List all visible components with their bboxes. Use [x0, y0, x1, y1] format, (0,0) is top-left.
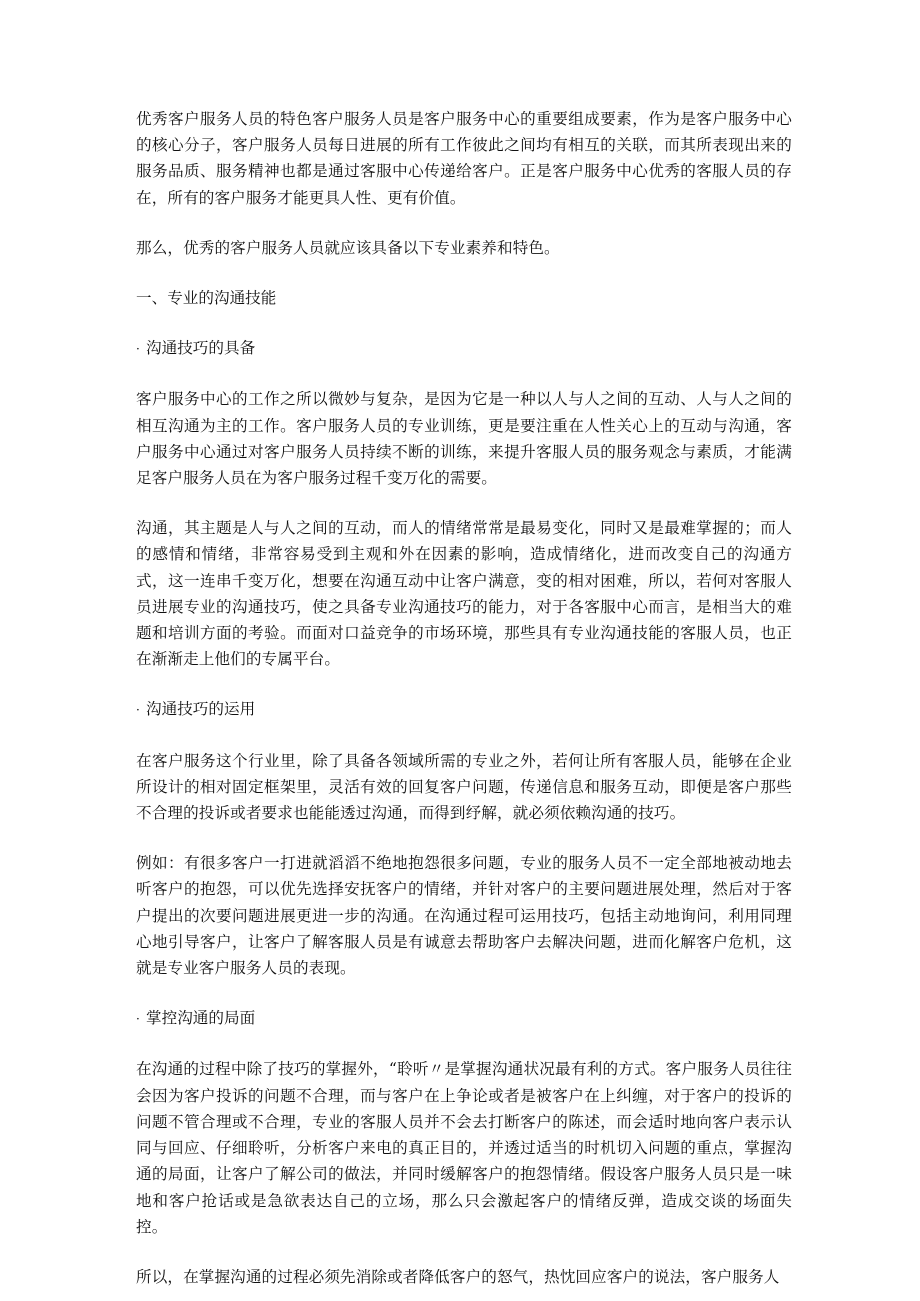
body-paragraph: 客户服务中心的工作之所以微妙与复杂，是因为它是一种以人与人之间的互动、人与人之间的相互沟通为主的工作。客户服务人员的专业训练，更是要注重在人性关心上的互动与沟通，客户服务中心通过对客户服务人员持续不断的训练，来提升客服人员的服务观念与素质，才能满足客户服务人员在为客户服务过程千变万化的需要。	[136, 390, 792, 488]
bullet-dot-icon: ·	[136, 1012, 140, 1027]
document-page	[136, 106, 792, 1290]
bullet-dot-icon: ·	[136, 703, 140, 718]
intro-paragraph: 优秀客户服务人员的特色客户服务人员是客户服务中心的重要组成要素，作为是客户服务中心的核心分子，客户服务人员每日进展的所有工作彼此之间均有相互的关联，而其所表现出来的服务品质、服务精神也都是通过客服中心传递给客户。正是客户服务中心优秀的客服人员的存在，所有的客户服务才能更具人性、更有价值。	[136, 110, 792, 207]
body-paragraph: 例如：有很多客户一打进就滔滔不绝地抱怨很多问题，专业的服务人员不一定全部地被动地去听客户的抱怨，可以优先选择安抚客户的情绪，并针对客户的主要问题进展处理，然后对于客户提出的次要问题进展更进一步的沟通。在沟通过程可运用技巧，包括主动地询问，利用同理心地引导客户，让客户了解客服人员是有诚意去帮助客户去解决问题，进而化解客户危机，这就是专业客户服务人员的表现。	[136, 854, 792, 978]
section-heading: 一、专业的沟通技能	[136, 289, 277, 308]
subsection-title: 沟通技巧的具备	[146, 339, 256, 358]
body-paragraph: 所以，在掌握沟通的过程必须先消除或者降低客户的怒气，热忱回应客户的说法，客户服务人	[136, 1267, 780, 1286]
lead-paragraph: 那么，优秀的客户服务人员就应该具备以下专业素养和特色。	[136, 238, 560, 257]
body-paragraph: 在沟通的过程中除了技巧的掌握外，“聆听〃是掌握沟通状况最有利的方式。客户服务人员往往会因为客户投诉的问题不合理，而与客户在上争论或者是被客户在上纠缠，对于客户的投诉的问题不管合理或不合理，专业的客服人员并不会去打断客户的陈述，而会适时地向客户表示认同与回应、仔细聆听，分析客户来电的真正目的，并透过适当的时机切入问题的重点，掌握沟通的局面，让客户了解公司的做法，并同时缓解客户的抱怨情绪。假设客户服务人员只是一味地和客户抢话或是急欲表达自己的立场，那么只会激起客户的情绪反弹，造成交谈的场面失控。	[136, 1060, 792, 1236]
bullet-dot-icon: ·	[136, 342, 140, 357]
body-paragraph: 在客户服务这个行业里，除了具备各领域所需的专业之外，若何让所有客服人员，能够在企业所设计的相对固定框架里，灵活有效的回复客户问题，传递信息和服务互动，即便是客户那些不合理的投诉或者要求也能能透过沟通，而得到纾解，就必须依赖沟通的技巧。	[136, 751, 792, 823]
body-paragraph: 沟通，其主题是人与人之间的互动，而人的情绪常常是最易变化，同时又是最难掌握的；而人的感情和情绪，非常容易受到主观和外在因素的影响，造成情绪化，进而改变自己的沟通方式，这一连串千变万化，想要在沟通互动中让客户满意，变的相对困难，所以，若何对客服人员进展专业的沟通技巧，使之具备专业沟通技巧的能力，对于各客服中心而言，是相当大的难题和培训方面的考验。而面对口益竞争的市场环境，那些具有专业沟通技能的客服人员，也正在渐渐走上他们的专属平台。	[136, 519, 792, 669]
subsection-heading	[136, 1005, 792, 1032]
subsection-title: 掌控沟通的局面	[146, 1009, 256, 1028]
subsection-heading	[136, 335, 792, 362]
subsection-title: 沟通技巧的运用	[146, 700, 256, 719]
subsection-heading	[136, 696, 792, 723]
